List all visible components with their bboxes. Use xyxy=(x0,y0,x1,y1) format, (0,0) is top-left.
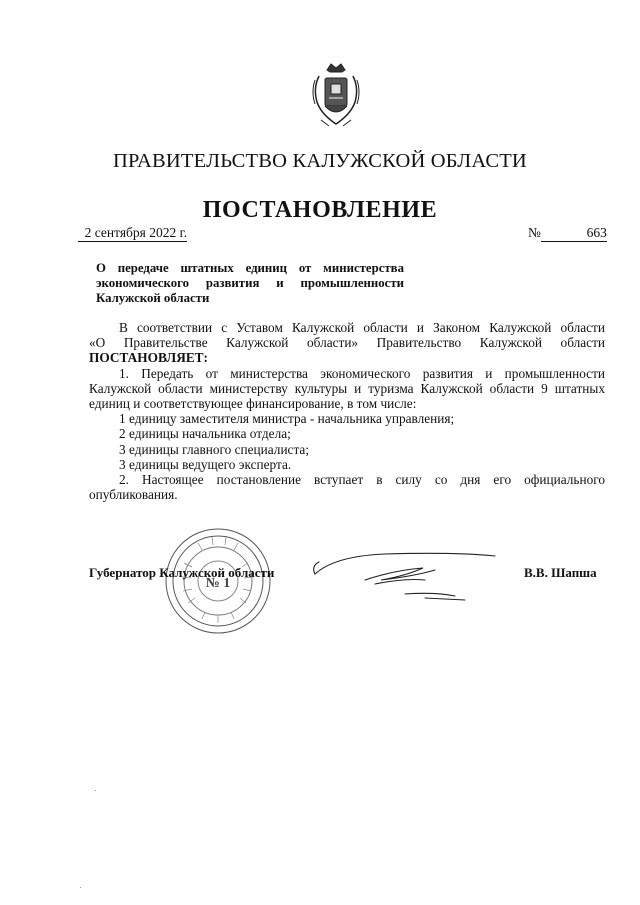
subject-line: О передаче штатных единиц от министерства xyxy=(96,261,404,275)
number-value: 663 xyxy=(541,225,607,242)
subject-line: экономического развития и промышленности xyxy=(96,276,404,290)
position-item: 1 единицу заместителя министра - начальника управления; xyxy=(119,411,455,427)
preamble-line: «О Правительстве Калужской области» Правительство Калужской области xyxy=(89,335,605,351)
position-item: 2 единицы начальника отдела; xyxy=(119,426,291,442)
scan-speck xyxy=(95,790,96,791)
seal-number: № 1 xyxy=(205,576,231,591)
signatory-title: Губернатор Калужской области xyxy=(89,565,275,580)
handwritten-signature-icon xyxy=(305,540,505,620)
position-item: 3 единицы главного специалиста; xyxy=(119,441,310,457)
number-label: № xyxy=(528,225,541,240)
document-body xyxy=(89,320,605,502)
position-item: 3 единицы ведущего эксперта. xyxy=(119,456,292,472)
document-subject xyxy=(96,261,404,306)
item-line: Калужской области министерству культуры и туризма Калужской области 9 штатных xyxy=(89,380,605,396)
official-seal-icon xyxy=(164,515,272,647)
signatory-name: В.В. Шапша xyxy=(524,565,597,580)
kaluga-coat-of-arms-icon xyxy=(309,58,363,130)
item-line: 2. Настоящее постановление вступает в силу со дня его официального xyxy=(119,472,605,488)
subject-line: Калужской области xyxy=(96,291,210,305)
item-line: единиц и соответствующее финансирование, в том числе: xyxy=(89,396,417,412)
document-type: ПОСТАНОВЛЕНИЕ xyxy=(202,197,438,223)
item-line: 1. Передать от министерства экономического развития и промышленности xyxy=(119,365,605,381)
scan-speck xyxy=(80,887,81,888)
document-number xyxy=(528,225,614,242)
preamble-line: В соответствии с Уставом Калужской области и Законом Калужской области xyxy=(119,320,605,335)
item-line: опубликования. xyxy=(89,487,178,503)
decree-word: ПОСТАНОВЛЯЕТ: xyxy=(89,350,208,366)
document-date: 2 сентября 2022 г. xyxy=(78,225,187,242)
government-title: ПРАВИТЕЛЬСТВО КАЛУЖСКОЙ ОБЛАСТИ xyxy=(113,150,527,172)
